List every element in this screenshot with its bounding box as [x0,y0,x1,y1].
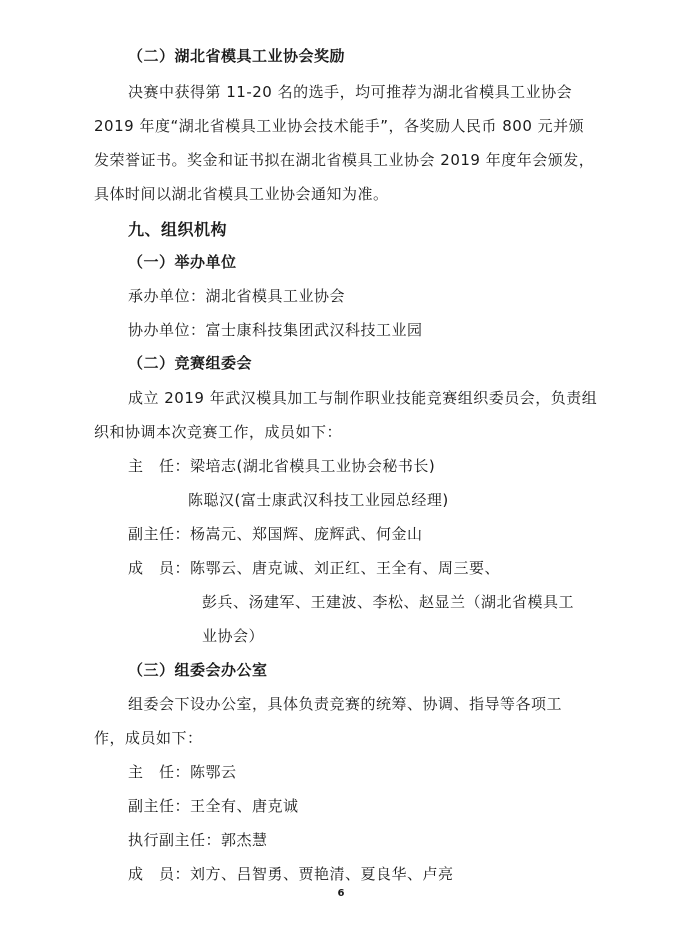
sub3-heading: （三）组委会办公室 [128,661,268,679]
cohost-unit: 协办单位：富士康科技集团武汉科技工业园 [128,321,423,339]
host-unit: 承办单位：湖北省模具工业协会 [128,287,346,305]
committee-members-line-1: 成 员：陈鄂云、唐克诚、刘正红、王全有、周三要、 [128,559,501,577]
committee-intro-line-1: 成立 2019 年武汉模具加工与制作职业技能竞赛组织委员会，负责组 [128,389,598,407]
committee-deputy: 副主任：杨嵩元、郑国辉、庞辉武、何金山 [128,525,423,543]
committee-members-line-2: 彭兵、汤建军、王建波、李松、赵显兰（湖北省模具工 [202,593,575,611]
committee-intro-line-2: 织和协调本次竞赛工作，成员如下： [94,423,343,441]
office-exec-deputy: 执行副主任：郭杰慧 [128,831,268,849]
office-intro-line-2: 作，成员如下： [94,729,203,747]
committee-director-2: 陈聪汉(富士康武汉科技工业园总经理) [188,491,449,509]
award-paragraph-line-4: 具体时间以湖北省模具工业协会通知为准。 [94,185,389,203]
office-intro-line-1: 组委会下设办公室，具体负责竞赛的统筹、协调、指导等各项工 [128,695,563,713]
section-org-heading: 九、组织机构 [128,220,228,239]
office-deputy: 副主任：王全有、唐克诚 [128,797,299,815]
office-director: 主 任：陈鄂云 [128,763,237,781]
award-paragraph-line-3: 发荣誉证书。奖金和证书拟在湖北省模具工业协会 2019 年度年会颁发， [94,151,595,169]
committee-members-line-3: 业协会） [202,627,265,645]
sub1-heading: （一）举办单位 [128,253,237,271]
sub2-heading: （二）竞赛组委会 [128,354,253,372]
office-members: 成 员：刘方、吕智勇、贾艳清、夏良华、卢亮 [128,865,454,883]
award-paragraph-line-1: 决赛中获得第 11-20 名的选手，均可推荐为湖北省模具工业协会 [128,83,573,101]
section-award-heading: （二）湖北省模具工业协会奖励 [128,47,346,65]
committee-director-1: 主 任：梁培志(湖北省模具工业协会秘书长) [128,457,436,475]
page-number: 6 [337,888,345,899]
award-paragraph-line-2: 2019 年度“湖北省模具工业协会技术能手”，各奖励人民币 800 元并颁 [94,117,585,135]
